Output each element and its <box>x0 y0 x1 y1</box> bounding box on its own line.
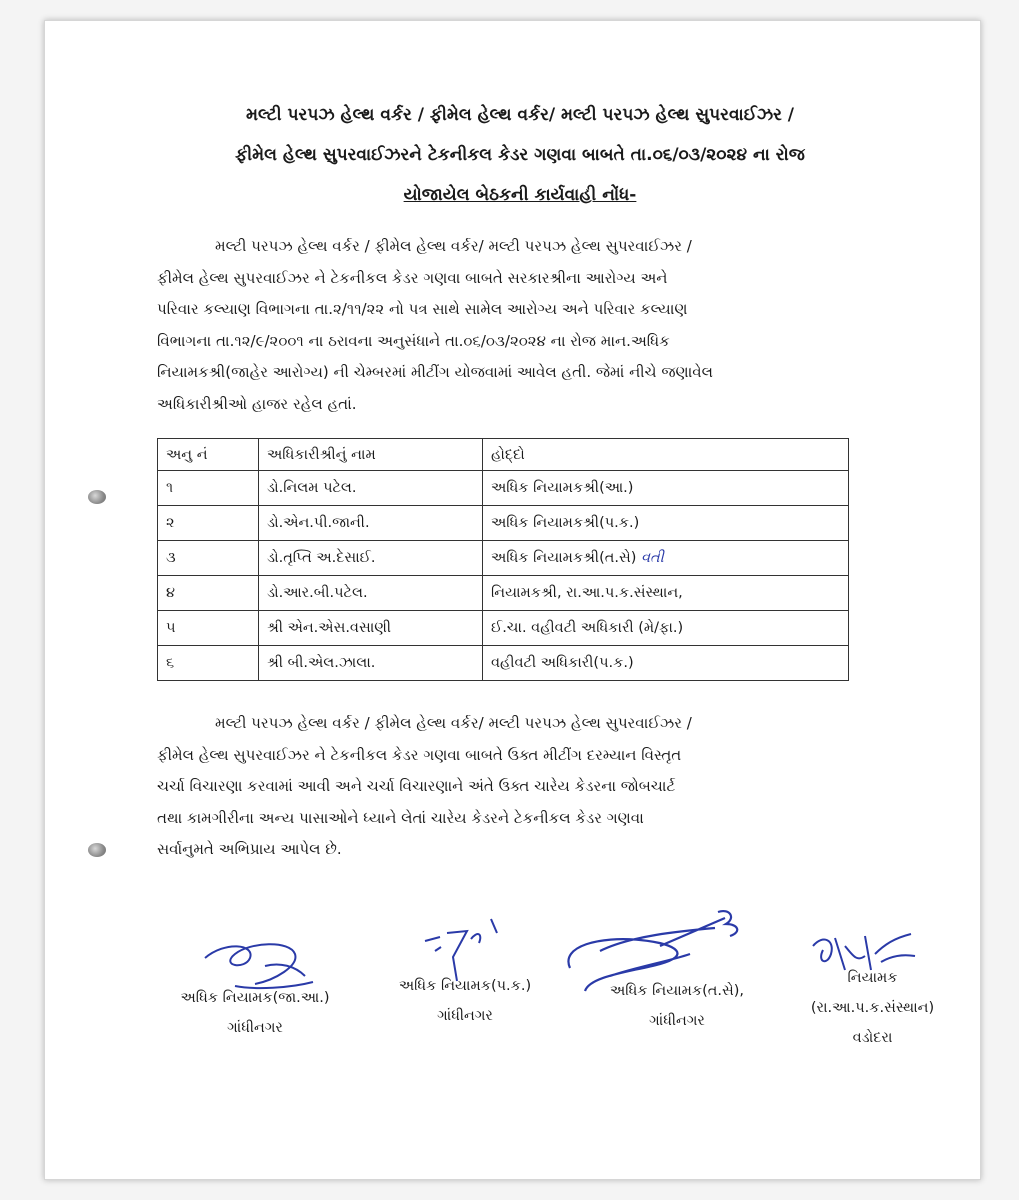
designation-text: નિયામકશ્રી, રા.આ.પ.ક.સંસ્થાન, <box>491 585 683 601</box>
paragraph-line: પરિવાર કલ્યાણ વિભાગના તા.૨/૧૧/૨૨ નો પત્ર સાથે સામેલ આરોગ્ય અને પરિવાર કલ્યાણ <box>157 300 688 318</box>
table-row <box>158 646 849 681</box>
designation-text: અધિક નિયામકશ્રી(આ.) <box>491 480 634 496</box>
designation-text: અધિક નિયામકશ્રી(ત.સે) <box>491 550 637 566</box>
document-page <box>44 20 981 1180</box>
paragraph-line: સર્વાનુમતે અભિપ્રાય આપેલ છે. <box>157 840 342 858</box>
signature-block-3 <box>577 976 777 1036</box>
title-line-2: ફીમેલ હેલ્થ સુપરવાઈઝરને ટેકનીકલ કેડર ગણવા બાબતે તા.૦૬/૦૩/૨૦૨૪ ના રોજ <box>235 145 805 165</box>
cell-designation <box>483 471 849 506</box>
handwritten-note: વતી <box>640 550 664 566</box>
document-title <box>155 95 885 215</box>
cell-designation <box>483 611 849 646</box>
cell-serial: ૫ <box>158 611 259 646</box>
title-line-1: મલ્ટી પરપઝ હેલ્થ વર્કર / ફીમેલ હેલ્થ વર્કર/ મલ્ટી પરપઝ હેલ્થ સુપરવાઈઝર / <box>246 105 794 125</box>
cell-designation <box>483 576 849 611</box>
paragraph-line: નિયામકશ્રી(જાહેર આરોગ્ય) ની ચેમ્બરમાં મીટીંગ યોજવામાં આવેલ હતી. જેમાં નીચે જણાવેલ <box>157 363 713 381</box>
cell-designation <box>483 506 849 541</box>
cell-designation <box>483 541 849 576</box>
signatory-title: અધિક નિયામક(પ.ક.) <box>398 978 532 994</box>
designation-text: ઈ.ચા. વહીવટી અધિકારી (મે/ફા.) <box>491 620 684 636</box>
cell-serial: ૬ <box>158 646 259 681</box>
table-row <box>158 506 849 541</box>
title-line-3: યોજાયેલ બેઠકની કાર્યવાહી નોંધ- <box>403 185 637 205</box>
table-row <box>158 576 849 611</box>
designation-text: વહીવટી અધિકારી(પ.ક.) <box>491 655 634 671</box>
signature-block-1 <box>150 983 360 1043</box>
officials-table <box>157 438 849 681</box>
header-designation: હોદ્દો <box>483 439 849 471</box>
paragraph-line: વિભાગના તા.૧૨/૯/૨૦૦૧ ના ઠરાવના અનુસંધાને તા.૦૬/૦૩/૨૦૨૪ ના રોજ માન.અધિક <box>157 331 670 350</box>
paragraph-line: ચર્ચા વિચારણા કરવામાં આવી અને ચર્ચા વિચારણાને અંતે ઉક્ત ચારેય કેડરના જોબચાર્ટ <box>157 777 676 795</box>
cell-name: ડો.નિલમ પટેલ. <box>259 471 483 506</box>
cell-name: શ્રી એન.એસ.વસાણી <box>259 611 483 646</box>
paragraph-line: તથા કામગીરીના અન્ય પાસાઓને ધ્યાને લેતાં ચારેય કેડરને ટેકનીકલ કેડર ગણવા <box>157 808 644 827</box>
signatory-subtitle: (રા.આ.પ.ક.સંસ્થાન) <box>810 1000 935 1016</box>
signatory-title: નિયામક <box>847 970 898 986</box>
signature-block-4 <box>775 963 970 1053</box>
paragraph-line: મલ્ટી પરપઝ હેલ્થ વર્કર / ફીમેલ હેલ્થ વર્કર/ મલ્ટી પરપઝ હેલ્થ સુપરવાઈઝર / <box>215 237 692 255</box>
table-row <box>158 541 849 576</box>
designation-text: અધિક નિયામકશ્રી(પ.ક.) <box>491 515 640 531</box>
paragraph-line: ફીમેલ હેલ્થ સુપરવાઈઝર ને ટેકનીકલ કેડર ગણવા બાબતે સરકારશ્રીના આરોગ્ય અને <box>157 268 668 287</box>
table-row <box>158 471 849 506</box>
conclusion-paragraph <box>157 708 857 866</box>
punch-hole-bottom <box>88 843 106 857</box>
header-name: અધિકારીશ્રીનું નામ <box>259 439 483 471</box>
signatory-title: અધિક નિયામક(જા.આ.) <box>180 990 330 1006</box>
cell-serial: ૪ <box>158 576 259 611</box>
cell-name: ડો.આર.બી.પટેલ. <box>259 576 483 611</box>
header-serial: અનુ નં <box>158 439 259 471</box>
signatory-place: વડોદરા <box>852 1030 893 1046</box>
signature-block-2 <box>365 971 565 1031</box>
cell-name: શ્રી બી.એલ.ઝાલા. <box>259 646 483 681</box>
paragraph-line: ફીમેલ હેલ્થ સુપરવાઈઝર ને ટેકનીકલ કેડર ગણવા બાબતે ઉક્ત મીટીંગ દરમ્યાન વિસ્તૃત <box>157 745 682 764</box>
intro-paragraph <box>157 231 857 420</box>
cell-designation <box>483 646 849 681</box>
paragraph-line: મલ્ટી પરપઝ હેલ્થ વર્કર / ફીમેલ હેલ્થ વર્કર/ મલ્ટી પરપઝ હેલ્થ સુપરવાઈઝર / <box>215 714 692 732</box>
cell-serial: ૩ <box>158 541 259 576</box>
signatory-title: અધિક નિયામક(ત.સે), <box>610 983 744 999</box>
table-header-row <box>158 439 849 471</box>
signatory-place: ગાંધીનગર <box>437 1008 493 1024</box>
table-row <box>158 611 849 646</box>
signatory-place: ગાંધીનગર <box>227 1020 283 1036</box>
signatory-place: ગાંધીનગર <box>649 1013 705 1029</box>
cell-serial: ૧ <box>158 471 259 506</box>
punch-hole-top <box>88 490 106 504</box>
paragraph-line: અધિકારીશ્રીઓ હાજર રહેલ હતાં. <box>157 394 357 413</box>
cell-serial: ૨ <box>158 506 259 541</box>
cell-name: ડો.એન.પી.જાની. <box>259 506 483 541</box>
cell-name: ડો.તૃપ્તિ અ.દેસાઈ. <box>259 541 483 576</box>
